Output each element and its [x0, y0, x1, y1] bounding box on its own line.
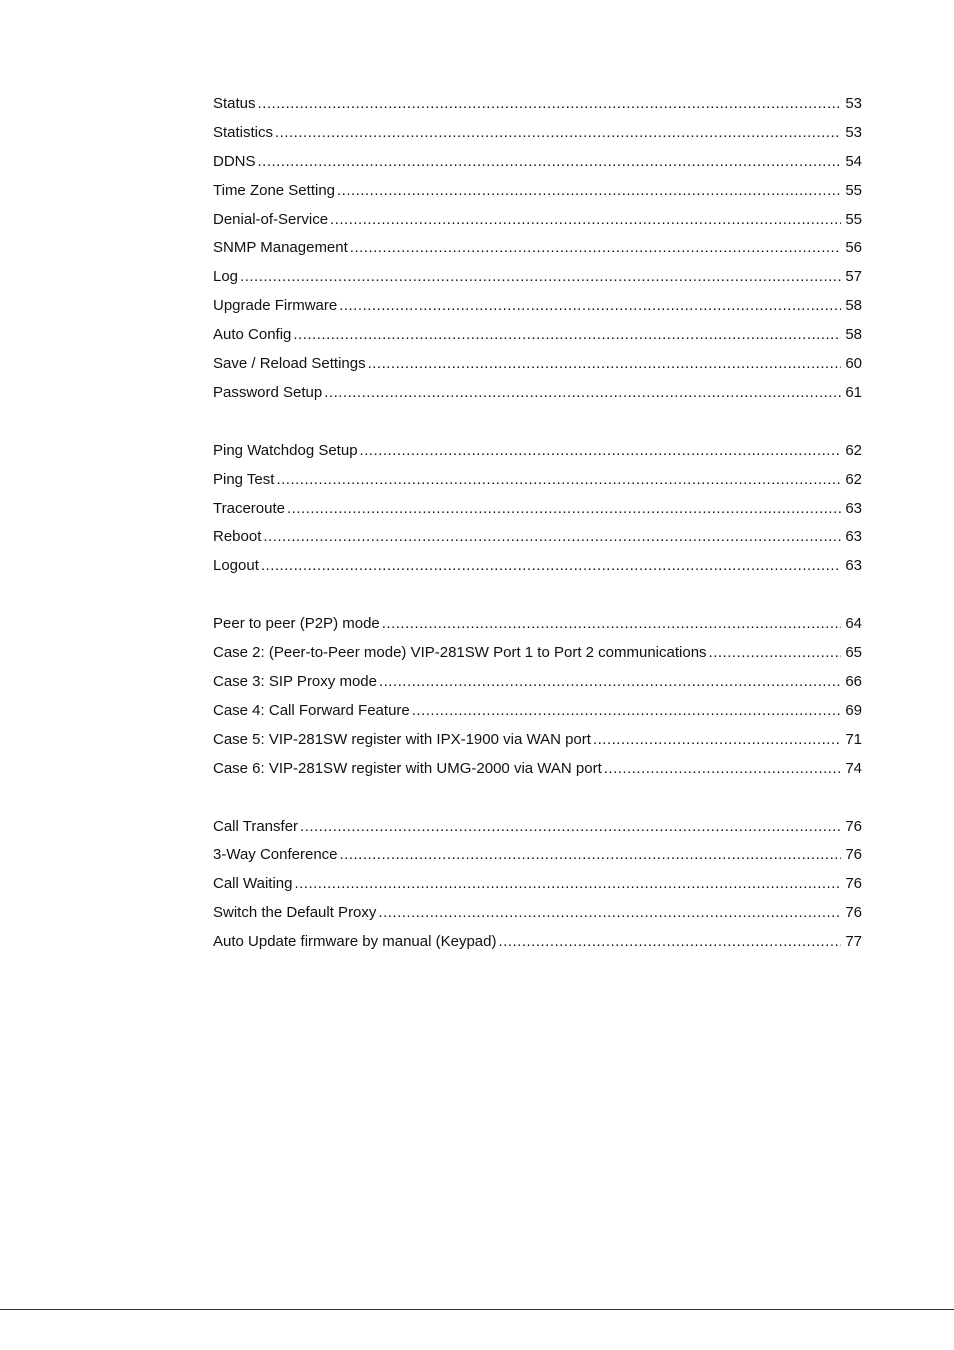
toc-entry[interactable]: [213, 844, 862, 873]
toc-entry-page: 77: [845, 933, 862, 951]
toc-entry-page: 56: [845, 239, 862, 257]
toc-entry[interactable]: [213, 642, 862, 671]
toc-entry-title: Upgrade Firmware: [213, 297, 338, 315]
toc-entry[interactable]: [213, 671, 862, 700]
toc-entry-title: Case 4: Call Forward Feature: [213, 701, 410, 719]
toc-entry[interactable]: [213, 440, 862, 469]
dot-leader: [379, 671, 841, 693]
toc-entry-page: 63: [845, 499, 862, 517]
toc-entry-page: 61: [845, 383, 862, 401]
toc-entry-page: 53: [845, 123, 862, 141]
toc-entry-page: 62: [845, 470, 862, 488]
toc-entry[interactable]: [213, 902, 862, 931]
toc-entry-title: Case 5: VIP-281SW register with IPX-1900 via WAN port: [213, 730, 591, 748]
dot-leader: [593, 729, 841, 751]
dot-leader: [330, 209, 841, 231]
toc-entry-title: Statistics: [213, 123, 274, 141]
toc-entry-page: 71: [845, 730, 862, 748]
toc-entry-title: Reboot: [213, 528, 262, 546]
toc-entry-title: SNMP Management: [213, 239, 348, 257]
toc-entry-page: 76: [845, 817, 862, 835]
toc-entry-page: 65: [845, 644, 862, 662]
toc-entry-page: 62: [845, 441, 862, 459]
toc-entry[interactable]: [213, 816, 862, 845]
toc-entry[interactable]: [213, 526, 862, 555]
toc-entry-title: Case 2: (Peer-to-Peer mode) VIP-281SW Port 1 to Port 2 communications: [213, 644, 707, 662]
toc-entry[interactable]: [213, 209, 862, 238]
dot-leader: [368, 353, 842, 375]
toc-entry[interactable]: [213, 700, 862, 729]
toc-entry-title: DDNS: [213, 152, 256, 170]
dot-leader: [360, 440, 842, 462]
toc-entry[interactable]: [213, 237, 862, 266]
toc-entry[interactable]: [213, 758, 862, 787]
dot-leader: [339, 295, 841, 317]
toc-entry[interactable]: [213, 151, 862, 180]
toc-entry[interactable]: [213, 729, 862, 758]
toc-entry-page: 55: [845, 181, 862, 199]
toc-entry[interactable]: [213, 613, 862, 642]
toc-group-3: [213, 613, 862, 786]
toc-entry-title: Case 6: VIP-281SW register with UMG-2000 via WAN port: [213, 759, 602, 777]
dot-leader: [324, 382, 841, 404]
toc-group-1: [213, 93, 862, 411]
toc-entry-title: Password Setup: [213, 383, 323, 401]
toc-entry-title: Save / Reload Settings: [213, 355, 366, 373]
dot-leader: [382, 613, 842, 635]
toc-entry[interactable]: [213, 122, 862, 151]
toc-entry-title: 3-Way Conference: [213, 846, 338, 864]
dot-leader: [240, 266, 841, 288]
toc-entry-page: 66: [845, 673, 862, 691]
dot-leader: [258, 151, 842, 173]
dot-leader: [709, 642, 842, 664]
toc-entry[interactable]: [213, 324, 862, 353]
toc-entry[interactable]: [213, 555, 862, 584]
dot-leader: [604, 758, 842, 780]
toc-entry-page: 53: [845, 95, 862, 112]
toc-entry[interactable]: [213, 180, 862, 209]
dot-leader: [263, 526, 841, 548]
toc-entry-page: 69: [845, 701, 862, 719]
dot-leader: [498, 931, 841, 953]
toc-entry[interactable]: [213, 931, 862, 960]
toc-group-4: [213, 816, 862, 960]
toc-entry-title: Time Zone Setting: [213, 181, 335, 199]
toc-entry-title: Log: [213, 268, 239, 286]
toc-entry-title: Auto Config: [213, 326, 292, 344]
toc-entry[interactable]: [213, 382, 862, 411]
dot-leader: [294, 873, 841, 895]
toc-entry-page: 76: [845, 875, 862, 893]
toc-entry-title: Ping Test: [213, 470, 275, 488]
toc-entry[interactable]: [213, 353, 862, 382]
table-of-contents: [213, 93, 862, 960]
dot-leader: [340, 844, 842, 866]
dot-leader: [350, 237, 842, 259]
toc-entry[interactable]: [213, 266, 862, 295]
dot-leader: [378, 902, 841, 924]
footer-divider: [0, 1309, 954, 1310]
toc-entry-page: 57: [845, 268, 862, 286]
toc-entry[interactable]: [213, 873, 862, 902]
toc-entry-title: Switch the Default Proxy: [213, 904, 377, 922]
toc-entry-page: 76: [845, 904, 862, 922]
toc-entry[interactable]: [213, 469, 862, 498]
dot-leader: [276, 469, 841, 491]
toc-entry-page: 60: [845, 355, 862, 373]
toc-entry-page: 58: [845, 326, 862, 344]
dot-leader: [300, 816, 841, 838]
dot-leader: [258, 93, 842, 115]
toc-entry[interactable]: [213, 93, 862, 122]
toc-group-2: [213, 440, 862, 584]
toc-entry-page: 76: [845, 846, 862, 864]
dot-leader: [337, 180, 841, 202]
toc-entry-title: Traceroute: [213, 499, 285, 517]
toc-entry-title: Call Transfer: [213, 817, 299, 835]
dot-leader: [412, 700, 842, 722]
toc-entry-title: Auto Update firmware by manual (Keypad): [213, 933, 497, 951]
dot-leader: [293, 324, 841, 346]
toc-entry-page: 54: [845, 152, 862, 170]
toc-entry-page: 64: [845, 615, 862, 633]
toc-entry-title: Case 3: SIP Proxy mode: [213, 673, 377, 691]
dot-leader: [287, 498, 841, 520]
dot-leader: [275, 122, 841, 144]
toc-entry-title: Call Waiting: [213, 875, 293, 893]
dot-leader: [261, 555, 841, 577]
toc-entry-title: Status: [213, 95, 256, 112]
toc-entry-page: 63: [845, 557, 862, 575]
toc-entry[interactable]: [213, 498, 862, 527]
toc-entry-title: Denial-of-Service: [213, 210, 329, 228]
toc-entry-title: Peer to peer (P2P) mode: [213, 615, 380, 633]
toc-entry-title: Logout: [213, 557, 259, 575]
toc-entry-page: 74: [845, 759, 862, 777]
toc-entry-title: Ping Watchdog Setup: [213, 441, 358, 459]
toc-entry-page: 58: [845, 297, 862, 315]
toc-entry-page: 63: [845, 528, 862, 546]
toc-entry[interactable]: [213, 295, 862, 324]
toc-entry-page: 55: [845, 210, 862, 228]
